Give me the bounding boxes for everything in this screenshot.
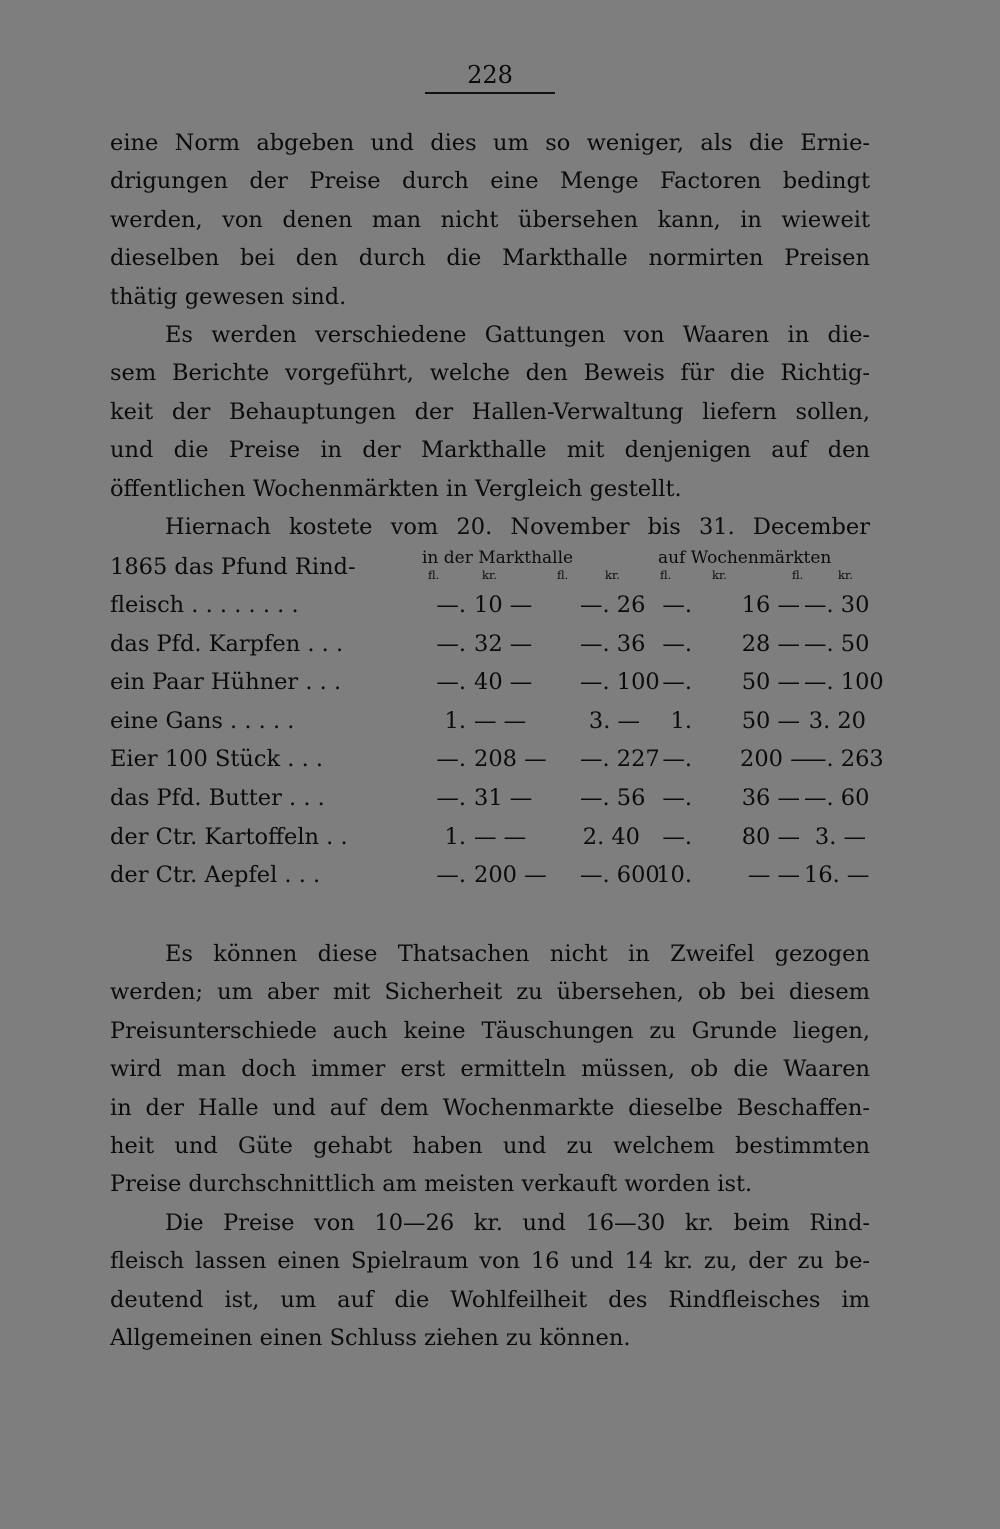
table-cell: —.	[436, 669, 466, 696]
text-line: dieselben bei den durch die Markthalle normirten Preisen	[110, 245, 870, 272]
column-group-wochenmaerkte: auf Wochenmärkten	[658, 548, 832, 568]
row-label: fleisch . . . . . . . .	[110, 592, 299, 618]
table-cell: —.	[662, 823, 692, 850]
table-cell: 28 —	[741, 630, 800, 657]
table-cell: —. 227	[580, 746, 660, 773]
table-cell: 16 —	[741, 592, 800, 618]
table-cell: —.	[436, 746, 466, 773]
row-label: Eier 100 Stück . . .	[110, 746, 324, 773]
text-line: keit der Behauptungen der Hallen-Verwaltung liefern sollen,	[110, 398, 870, 425]
unit-label: kr.	[482, 568, 497, 582]
table-cell: 16. —	[804, 862, 870, 889]
text-line: Hiernach kostete vom 20. November bis 31. December	[165, 513, 870, 540]
table-cell: —.	[436, 592, 466, 618]
table-cell: —.	[662, 592, 692, 618]
table-cell: 200 —	[474, 862, 547, 889]
table-cell: —. 50	[804, 630, 870, 657]
table-cell: 2. 40	[582, 823, 640, 850]
text-line: sem Berichte vorgeführt, welche den Beweis für die Richtig-	[110, 360, 870, 387]
table-cell: —.	[662, 746, 692, 773]
text-line: thätig gewesen sind.	[110, 283, 347, 310]
table-cell: —. 26	[580, 592, 646, 618]
table-cell: —. 30	[804, 592, 870, 618]
table-row	[110, 818, 870, 857]
table-cell: 40 —	[474, 669, 533, 696]
text-line: Es können diese Thatsachen nicht in Zweifel gezogen	[165, 941, 870, 967]
table-cell: 10 —	[474, 592, 533, 618]
text-line: werden, von denen man nicht übersehen kann, in wieweit	[110, 206, 870, 233]
unit-label: kr.	[838, 568, 853, 582]
unit-label: kr.	[712, 568, 727, 582]
table-cell: 200 —	[740, 746, 813, 773]
text-line: Preisunterschiede auch keine Täuschungen zu Grunde liegen,	[110, 1017, 870, 1044]
row-label: eine Gans . . . . .	[110, 707, 295, 734]
unit-label: fl.	[660, 568, 672, 582]
table-cell: 36 —	[741, 785, 800, 811]
table-cell: —. 60	[804, 785, 870, 811]
table-row	[110, 625, 870, 664]
table-cell: 3. 20	[808, 707, 866, 734]
table-intro: 1865 das Pfund Rind-	[110, 554, 356, 580]
table-cell: — —	[474, 823, 527, 850]
table-cell: 32 —	[474, 630, 533, 657]
page-number: 228	[425, 60, 555, 94]
text-line: öffentlichen Wochenmärkten in Vergleich gestellt.	[110, 475, 682, 502]
table-cell: —.	[436, 630, 466, 657]
row-label: der Ctr. Kartoffeln . .	[110, 823, 348, 850]
table-cell: 208 —	[474, 746, 547, 773]
unit-label: kr.	[605, 568, 620, 582]
table-cell: — —	[747, 862, 800, 889]
table-cell: 10.	[656, 862, 692, 889]
table-cell: —. 100	[580, 669, 660, 696]
table-row	[110, 856, 870, 895]
table-cell: —.	[436, 785, 466, 811]
text-line: Die Preise von 10—26 kr. und 16—30 kr. beim Rind-	[165, 1209, 870, 1236]
price-table	[110, 548, 884, 898]
table-cell: 31 —	[474, 785, 533, 811]
table-cell: 80 —	[741, 823, 800, 850]
table-cell: 1.	[444, 707, 466, 734]
table-row	[110, 779, 870, 818]
text-line: werden; um aber mit Sicherheit zu übersehen, ob bei diesem	[110, 979, 870, 1006]
text-line: fleisch lassen einen Spielraum von 16 und 14 kr. zu, der zu be-	[110, 1248, 870, 1275]
unit-label: fl.	[557, 568, 569, 582]
text-line: Allgemeinen einen Schluss ziehen zu können.	[110, 1324, 631, 1351]
text-line: Es werden verschiedene Gattungen von Waaren in die-	[165, 321, 870, 348]
table-cell: —. 56	[580, 785, 646, 811]
table-cell: —.	[662, 669, 692, 696]
paragraph-text	[110, 124, 870, 546]
text-line: in der Halle und auf dem Wochenmarkte dieselbe Beschaffen-	[110, 1094, 870, 1121]
table-cell: —. 263	[804, 746, 884, 773]
table-cell: —. 600	[580, 862, 660, 889]
table-cell: 50 —	[741, 707, 800, 734]
table-cell: 50 —	[741, 669, 800, 696]
table-row	[110, 586, 870, 625]
row-label: das Pfd. Karpfen . . .	[110, 630, 344, 657]
text-line: deutend ist, um auf die Wohlfeilheit des Rindfleisches im	[110, 1286, 870, 1313]
text-line: eine Norm abgeben und dies um so weniger, als die Ernie-	[110, 130, 870, 156]
text-line: Preise durchschnittlich am meisten verkauft worden ist.	[110, 1171, 753, 1198]
row-label: das Pfd. Butter . . .	[110, 785, 325, 811]
table-cell: —. 100	[804, 669, 884, 696]
table-cell: —.	[436, 862, 466, 889]
column-group-markthalle: in der Markthalle	[422, 548, 574, 568]
text-line: wird man doch immer erst ermitteln müssen, ob die Waaren	[110, 1056, 870, 1083]
unit-label: fl.	[428, 568, 440, 582]
table-cell: 1.	[444, 823, 466, 850]
text-line: und die Preise in der Markthalle mit denjenigen auf den	[110, 437, 870, 464]
text-line: heit und Güte gehabt haben und zu welchem bestimmten	[110, 1132, 870, 1159]
table-cell: —.	[662, 785, 692, 811]
table-cell: 3. —	[588, 707, 640, 734]
row-label: der Ctr. Aepfel . . .	[110, 862, 321, 889]
table-cell: —. 36	[580, 630, 646, 657]
table-row	[110, 702, 870, 741]
paragraph-text	[110, 935, 870, 1357]
table-row	[110, 740, 884, 779]
unit-label: fl.	[792, 568, 804, 582]
table-cell: — —	[474, 707, 527, 734]
table-cell: —.	[662, 630, 692, 657]
table-row	[110, 663, 884, 702]
text-line: drigungen der Preise durch eine Menge Factoren bedingt	[110, 168, 870, 195]
row-label: ein Paar Hühner . . .	[110, 669, 342, 696]
table-cell: 1.	[670, 707, 692, 734]
table-cell: 3. —	[814, 823, 866, 850]
